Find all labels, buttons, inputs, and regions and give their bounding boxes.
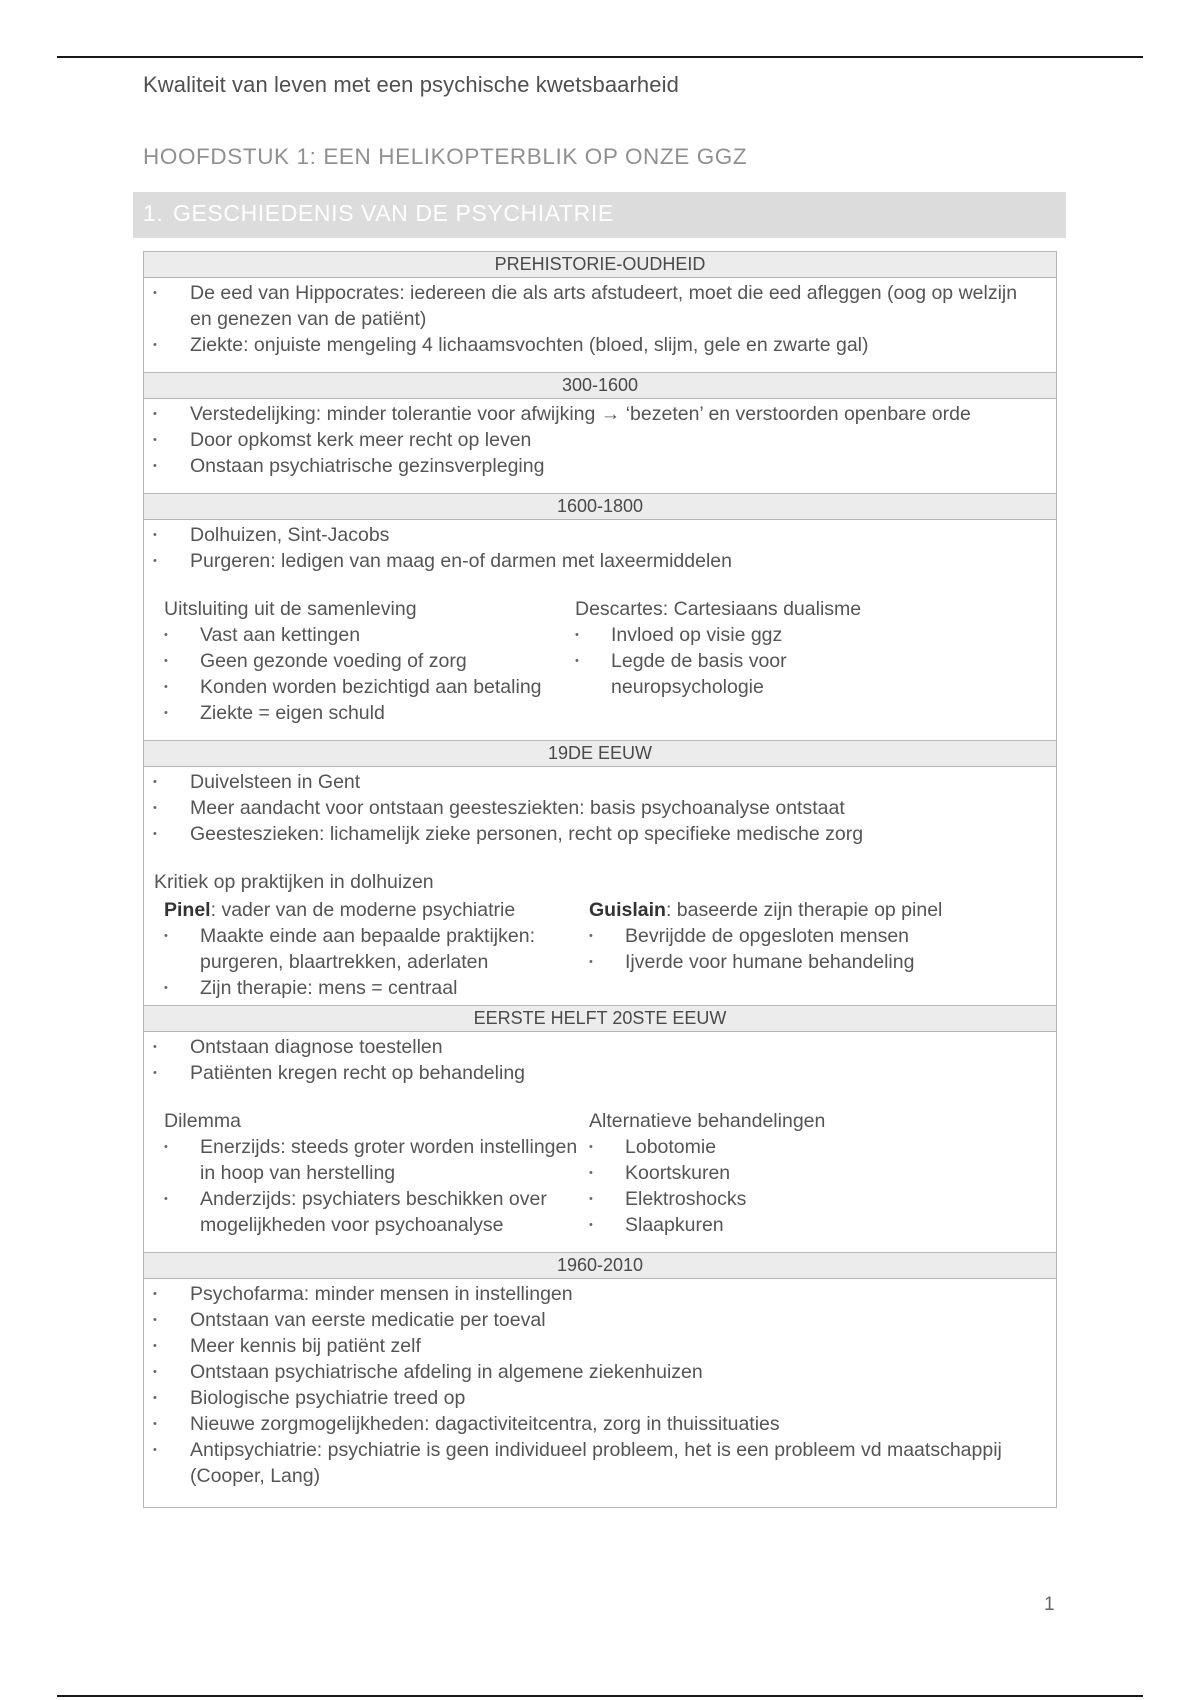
period-body-20ste-eeuw [144,1032,1056,1253]
list-item: • Geen gezonde voeding of zorg [164,648,565,674]
person-name: Pinel [164,899,211,921]
period-heading-1960-2010: 1960-2010 [144,1253,1056,1279]
list-item: • Dolhuizen, Sint-Jacobs [144,522,1056,548]
column-left [144,897,589,1001]
list-item: • De eed van Hippocrates: iedereen die als arts afstudeert, moet die eed afleggen (oog op welzijn en genezen van de patiënt) [144,280,1056,332]
column-right [565,596,1045,726]
list-item: • Antipsychiatrie: psychiatrie is geen individueel probleem, het is een probleem vd maatschappij (Cooper, Lang) [144,1437,1056,1489]
list-item: • Purgeren: ledigen van maag en-of darmen met laxeermiddelen [144,548,1056,574]
list-item: • Konden worden bezichtigd aan betaling [164,674,565,700]
column-title-rest: : baseerde zijn therapie op pinel [665,899,943,921]
critique-heading: Kritiek op praktijken in dolhuizen [154,871,434,893]
list-item: • Meer aandacht voor ontstaan geestesziekten: basis psychoanalyse ontstaat [144,795,1056,821]
list-item: • Onstaan psychiatrische gezinsverpleging [144,453,1056,479]
list-item: • Ziekte = eigen schuld [164,700,565,726]
list-item: • Geesteszieken: lichamelijk zieke personen, recht op specifieke medische zorg [144,821,1056,847]
column-title [164,897,589,923]
column-left [144,596,565,726]
two-column-block [144,897,1056,1001]
list-item: • Invloed op visie ggz [575,622,1045,648]
list-item: • Psychofarma: minder mensen in instellingen [144,1281,1056,1307]
section-heading-bar [133,192,1066,238]
list-item: • Ziekte: onjuiste mengeling 4 lichaamsvochten (bloed, slijm, gele en zwarte gal) [144,332,1056,358]
period-body-prehistorie [144,278,1056,373]
list-item: • Legde de basis voor neuropsychologie [575,648,1045,700]
two-column-block [144,1108,1056,1238]
list-item: • Slaapkuren [589,1212,1055,1238]
list-item: • Ontstaan diagnose toestellen [144,1034,1056,1060]
page-number: 1 [1044,1594,1055,1615]
list-item: • Door opkomst kerk meer recht op leven [144,427,1056,453]
top-rule [57,56,1143,58]
list-item: • Enerzijds: steeds groter worden instellingen in hoop van herstelling [164,1134,589,1186]
list-item: • Maakte einde aan bepaalde praktijken: purgeren, blaartrekken, aderlaten [164,923,589,975]
section-title: GESCHIEDENIS VAN DE PSYCHIATRIE [173,200,614,226]
list-item: • Verstedelijking: minder tolerantie voor afwijking → ‘bezeten’ en verstoorden openbare orde [144,401,1056,427]
period-body-19de-eeuw [144,767,1056,1006]
list-item: • Duivelsteen in Gent [144,769,1056,795]
period-heading-20ste-eeuw: EERSTE HELFT 20STE EEUW [144,1006,1056,1032]
list-item: • Zijn therapie: mens = centraal [164,975,589,1001]
column-title: Dilemma [164,1110,241,1132]
column-right [589,1108,1055,1238]
list-item: • Lobotomie [589,1134,1055,1160]
list-item: • Meer kennis bij patiënt zelf [144,1333,1056,1359]
period-heading-prehistorie: PREHISTORIE-OUDHEID [144,252,1056,278]
period-body-1960-2010 [144,1279,1056,1507]
list-item: • Elektroshocks [589,1186,1055,1212]
list-item: • Ontstaan psychiatrische afdeling in algemene ziekenhuizen [144,1359,1056,1385]
column-title [589,897,1055,923]
list-item: • Koortskuren [589,1160,1055,1186]
section-number: 1. [143,200,164,226]
column-title-rest: : vader van de moderne psychiatrie [210,899,516,921]
document-title: Kwaliteit van leven met een psychische kwetsbaarheid [143,72,679,97]
column-title: Descartes: Cartesiaans dualisme [575,598,862,620]
column-title: Alternatieve behandelingen [589,1110,826,1132]
column-left [144,1108,589,1238]
list-item: • Biologische psychiatrie treed op [144,1385,1056,1411]
list-item: • Bevrijdde de opgesloten mensen [589,923,1055,949]
period-heading-300-1600: 300-1600 [144,373,1056,399]
period-body-1600-1800 [144,520,1056,741]
chapter-heading: HOOFDSTUK 1: EEN HELIKOPTERBLIK OP ONZE GGZ [143,144,748,169]
history-table [143,251,1057,1508]
period-heading-1600-1800: 1600-1800 [144,494,1056,520]
list-item: • Ontstaan van eerste medicatie per toeval [144,1307,1056,1333]
person-name: Guislain [589,899,666,921]
list-item: • Patiënten kregen recht op behandeling [144,1060,1056,1086]
list-item: • Ijverde voor humane behandeling [589,949,1055,975]
list-item: • Nieuwe zorgmogelijkheden: dagactiviteitcentra, zorg in thuissituaties [144,1411,1056,1437]
bottom-rule [57,1695,1143,1697]
list-item: • Anderzijds: psychiaters beschikken over mogelijkheden voor psychoanalyse [164,1186,589,1238]
two-column-block [144,596,1056,726]
column-title: Uitsluiting uit de samenleving [164,598,417,620]
column-right [589,897,1055,1001]
period-body-300-1600 [144,399,1056,494]
period-heading-19de-eeuw: 19DE EEUW [144,741,1056,767]
list-item: • Vast aan kettingen [164,622,565,648]
